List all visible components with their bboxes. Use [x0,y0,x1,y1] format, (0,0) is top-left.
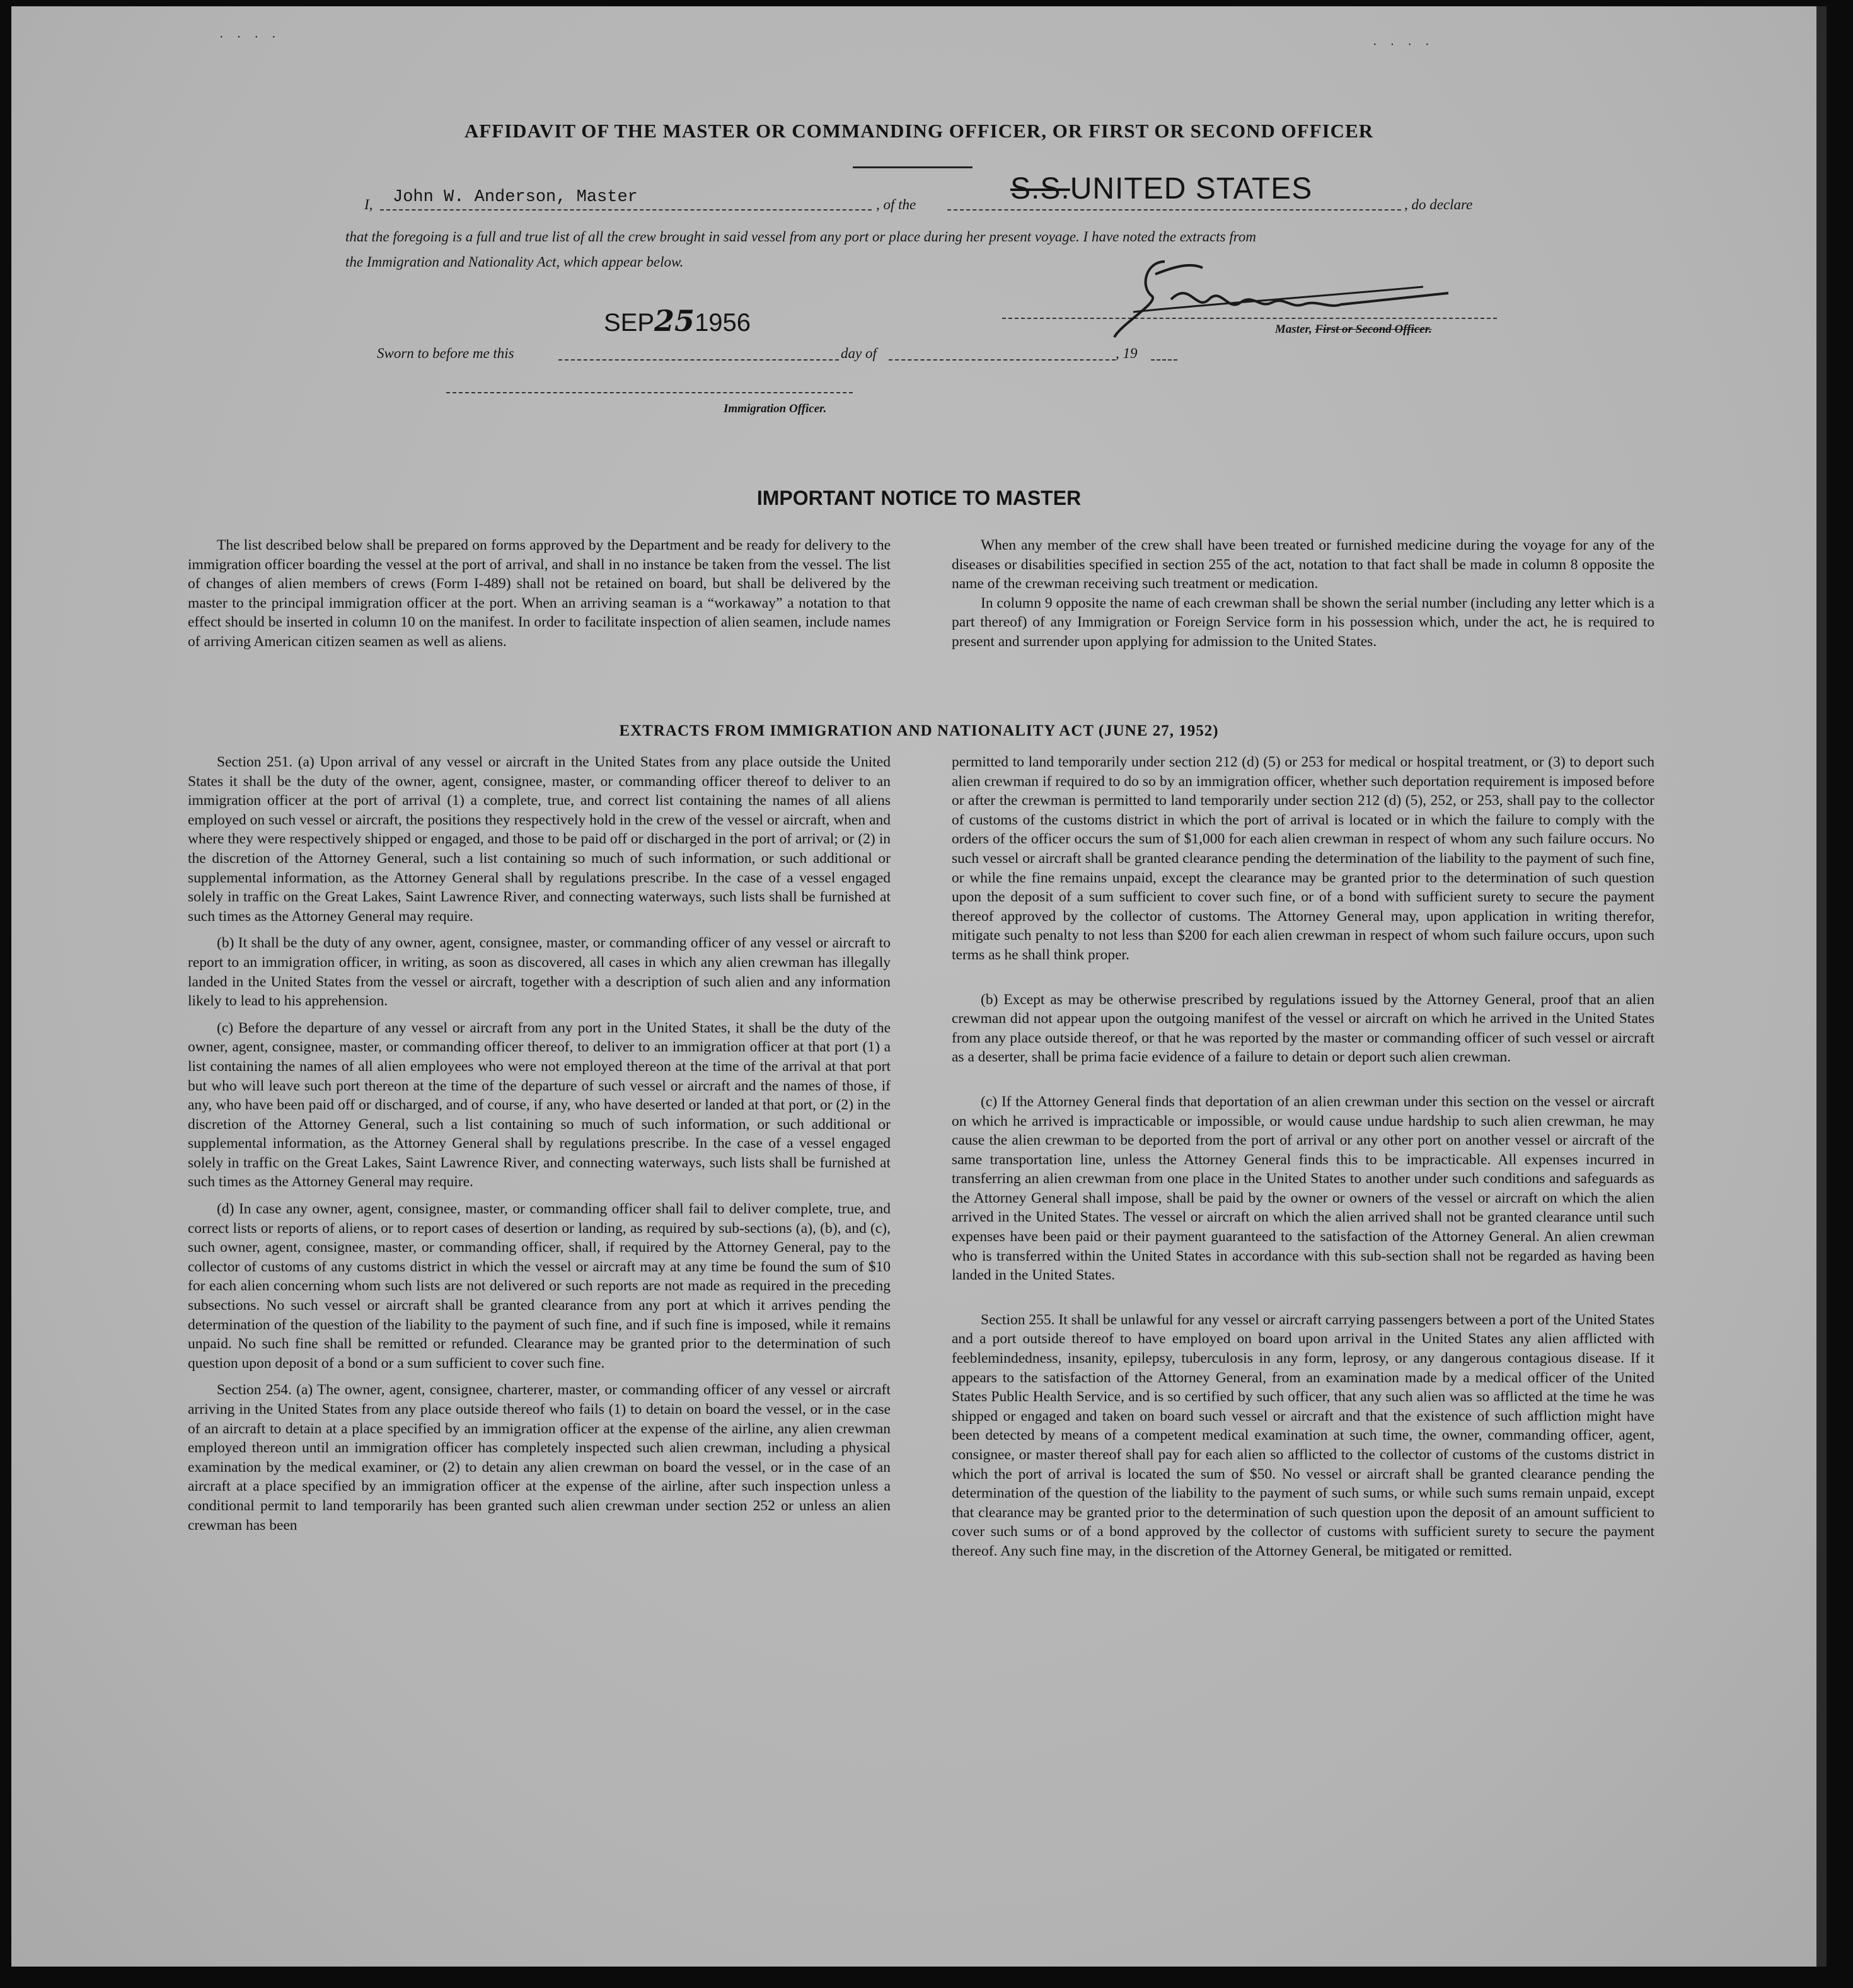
notice-right-paragraph-1: When any member of the crew shall have been treated or furnished medicine during the voyage for any of the diseases or disabilities specified in section 255 of the act, notation to that fact shall be made in column 8 opposite the name of the crewman receiving such treatment or medication. [952,537,1654,592]
title-rule [853,166,973,168]
extracts-right-column [952,753,1654,1569]
notice-right-column [952,536,1654,659]
sworn-label: Sworn to before me this [377,345,514,361]
extract-paragraph: (c) If the Attorney General finds that deportation of an alien crewman under this section on the vessel or aircraft on which he arrived is impracticable or impossible, or would cause undue hardship to such alien crewman, he may cause the alien crewman to be deported from the port of arrival or any other port on another vessel or aircraft of the same transportation line, unless the Attorney General finds this to be impracticable. All expenses incurred in transferring an alien crewman from one place in the United States to another under such conditions and safeguards as the Attorney General shall impose, shall be paid by the owner or owners of the vessel or aircraft on which the alien arrived in the United States. The vessel or aircraft on which the alien arrived shall not be granted clearance until such expenses have been paid or their payment guaranteed to the satisfaction of the Attorney General. An alien crewman who is transferred within the United States in accordance with this sub-section shall not be regarded as having been landed in the United States. [952,1093,1654,1284]
notice-heading: IMPORTANT NOTICE TO MASTER [756,487,1082,509]
extracts-left-column [188,753,891,1542]
extracts-heading: EXTRACTS FROM IMMIGRATION AND NATIONALITY ACT (JUNE 27, 1952) [619,722,1219,739]
vessel-line [947,209,1401,211]
declaration-line-2: the Immigration and Nationality Act, which appear below. [345,254,684,270]
extract-paragraph: Section 255. It shall be unlawful for any vessel or aircraft carrying passengers between a port of the United States and a port outside thereof to have employed on board upon arrival in the United States any alien afflicted with feeblemindedness, insanity, epilepsy, tuberculosis in any form, leprosy, or any dangerous contagious disease. If it appears to the satisfaction of the Attorney General, from an examination made by a medical officer of the United States Public Health Service, and is so certified by such officer, that any such alien was so afflicted at the time he was shipped or engaged and taken on board such vessel or aircraft and that the existence of such affliction might have been detected by means of a competent medical examination at such time, the owner, commanding officer, agent, consignee, or master thereof shall pay for each alien so afflicted to the collector of customs of the customs district in which the port of arrival is located the sum of $50. No vessel or aircraft shall be granted clearance pending the determination of the question of the liability to the payment of such sums, or while such sums remain unpaid, except that clearance may be granted prior to the determination of such question upon the deposit of an amount sufficient to cover such sums or of a bond approved by the collector of customs with sufficient surety to secure the payment thereof. Any such fine may, in the discretion of the Attorney General, be mitigated or remitted. [952,1311,1654,1559]
typed-name: John W. Anderson, Master [393,188,638,207]
notice-left-column [188,536,891,659]
document-page [11,6,1827,1967]
master-label: Master, [1275,323,1312,336]
declaration-line-1: that the foregoing is a full and true list of all the crew brought in said vessel from any port or place during her present voyage. I have noted the extracts from [345,229,1256,245]
stamp-year: 1956 [695,309,751,337]
extract-paragraph: (d) In case any owner, agent, consignee, master, or commanding officer shall fail to deliver complete, true, and correct lists or reports of aliens, or to report cases of desertion or landing, as required by sub-sections (a), (b), and (c), such owner, agent, consignee, master, or commanding officer, shall, if required by the Attorney General, pay to the collector of customs of any customs district in which the vessel or aircraft may at any time be found the sum of $10 for each alien concerning whom such lists are not delivered or such reports are not made as required in the preceding subsections. No such vessel or aircraft shall be granted clearance from any port at which it arrives pending the determination of the question of the liability to the payment of such fine, and if such fine is imposed, while it remains unpaid. No such fine shall be remitted or refunded. Clearance may be granted prior to the determination of such question upon deposit of a bond or a sum sufficient to cover such fine. [188,1201,891,1372]
immigration-officer-label: Immigration Officer. [724,402,827,415]
extract-paragraph: (b) It shall be the duty of any owner, agent, consignee, master, or commanding officer of any vessel or aircraft to report to an immigration officer, in writing, as soon as discovered, all cases in which any alien crewman has illegally landed in the United States from the vessel or aircraft, together with a description of such alien and any information likely to lead to his apprehension. [188,935,891,1010]
scan-marks-left: · · · · [219,30,281,44]
scan-edge [1816,6,1827,1967]
vessel-name: UNITED STATES [1070,172,1313,205]
struck-officer-label: First or Second Officer. [1315,323,1432,336]
stamp-day: 25 [654,304,695,338]
do-declare-label: , do declare [1404,197,1473,212]
master-rank-label [1275,323,1432,337]
name-line [380,209,872,211]
affidavit-title: AFFIDAVIT OF THE MASTER OR COMMANDING OFFICER, OR FIRST OR SECOND OFFICER [464,120,1374,142]
extract-paragraph: (c) Before the departure of any vessel or aircraft from any port in the United States, it shall be the duty of the owner, agent, consignee, master, or commanding officer thereof, to deliver to an immigration officer at that port (1) a list containing the names of all alien employees who were not employed thereon at the time of the arrival at that port but who will leave such port thereon at the time of the departure of such vessel or aircraft and the names of those, if any, who have been paid off or discharged, and of course, if any, who have deserted or landed at that port, or (2) in the discretion of the Attorney General, such a list containing so much of such information, or such additional or supplemental information, as the Attorney General shall by regulations prescribe. In the case of a vessel engaged solely in traffic on the Great Lakes, Saint Lawrence River, and connecting waterways, such lists shall be furnished at such times as the Attorney General may require. [188,1019,891,1191]
scan-marks-right: · · · · [1373,38,1434,52]
i-label: I, [364,197,373,212]
notice-left-paragraph: The list described below shall be prepared on forms approved by the Department and be ready for delivery to the immigration officer boarding the vessel at the port of arrival, and shall in no instance be taken from the vessel. The list of changes of alien members of crews (Form I-489) shall not be retained on board, but shall be delivered by the master to the principal immigration officer at the port. When an arriving seaman is a “workaway” a notation to that effect should be inserted in column 10 on the manifest. In order to facilitate inspection of alien seamen, include names of arriving American citizen seamen as well as aliens. [188,537,891,650]
extract-paragraph: (b) Except as may be otherwise prescribed by regulations issued by the Attorney General, proof that an alien crewman did not appear upon the outgoing manifest of the vessel or aircraft on which he arrived in the United States from any place outside thereof, or that he was reported by the master or commanding officer of such vessel or aircraft as a deserter, shall be prima facie evidence of a failure to detain or deport such alien crewman. [952,991,1654,1066]
year-line [1151,359,1177,361]
nineteen-label: , 19 [1116,345,1138,361]
month-line [889,359,1116,361]
extract-paragraph: Section 251. (a) Upon arrival of any vessel or aircraft in the United States from any place outside the United States it shall be the duty of the owner, agent, consignee, master, or commanding officer thereof to deliver to an immigration officer at the port of arrival (1) a complete, true, and correct list containing the names of all aliens employed on such vessel or aircraft, the positions they respectively hold in the crew of the vessel or aircraft, when and where they were respectively shipped or engaged, and those to be paid off or discharged in the port of arrival; or (2) in the discretion of the Attorney General, such a list containing so much of such information, or such additional or supplemental information, as the Attorney General shall by regulations prescribe. In the case of a vessel engaged solely in traffic on the Great Lakes, Saint Lawrence River, and connecting waterways, such lists shall be furnished at such times as the Attorney General may require. [188,754,891,925]
sworn-day-line [558,359,839,361]
of-the-label: , of the [876,197,916,212]
stamp-month: SEP [604,309,655,337]
vessel-stamp [1010,171,1312,206]
immigration-officer-line [446,392,853,393]
extract-paragraph: permitted to land temporarily under section 212 (d) (5) or 253 for medical or hospital treatment, or (3) to deport such alien crewman if required to do so by an immigration officer, whether such deportation requirement is imposed before or after the crewman is permitted to land temporarily under section 212 (d) (5), 252, or 253, shall pay to the collector of customs of the customs district in which the port of arrival is located or in which the failure to comply with the orders of the officer occurs the sum of $1,000 for each alien crewman in respect of whom any such failure occurs. No such vessel or aircraft shall be granted clearance pending the determination of the liability to the payment of such fine, or while the fine remains unpaid, except the clearance may be granted prior to the determination of such question upon the deposit of a sum sufficient to cover such fine, or of a bond with sufficient surety to secure the payment thereof approved by the collector of customs. The Attorney General may, upon application in writing therefor, mitigate such penalty to not less than $200 for each alien crewman in respect of whom such failure occurs, upon such terms as he shall think proper. [952,754,1654,963]
date-stamp [604,304,751,338]
extract-paragraph: Section 254. (a) The owner, agent, consignee, charterer, master, or commanding officer of any vessel or aircraft arriving in the United States from any place outside thereof who fails (1) to detain on board the vessel, or in the case of an aircraft to detain at a place specified by an immigration officer at the expense of the airline, any alien crewman employed thereon until an immigration officer has completely inspected such alien crewman, including a physical examination by the medical examiner, or (2) to detain any alien crewman on board the vessel, or in the case of an aircraft at a place specified by an immigration officer at the expense of the airline, after such inspection unless a conditional permit to land temporarily has been granted such alien crewman under section 252 or unless an alien crewman has been [188,1382,891,1534]
day-of-label: day of [841,345,877,361]
notice-right-paragraph-2: In column 9 opposite the name of each crewman shall be shown the serial number (including any letter which is a part thereof) of any Immigration or Foreign Service form in his possession which, under the act, he is required to present and surrender upon applying for admission to the United States. [952,594,1654,650]
vessel-prefix: S.S. [1010,172,1070,205]
